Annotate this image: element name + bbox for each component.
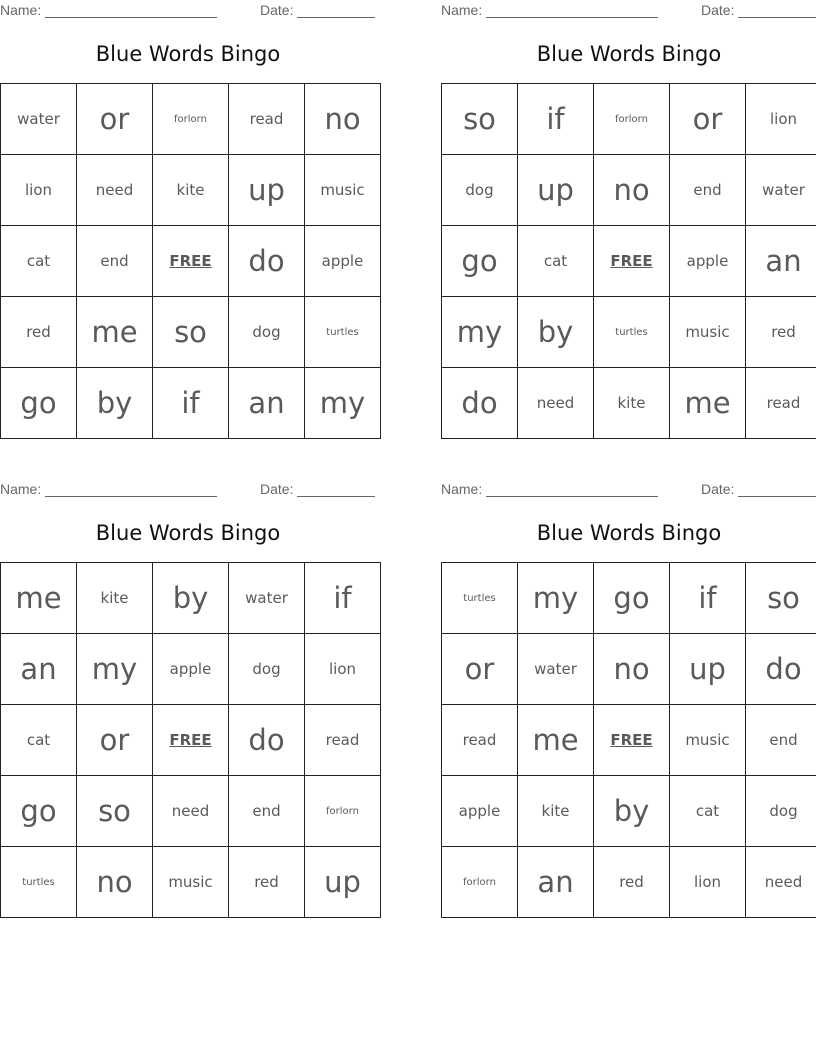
name-label: Name: (0, 2, 42, 18)
bingo-row (442, 368, 816, 439)
bingo-cell: an (1, 634, 77, 705)
bingo-cell: by (594, 776, 670, 847)
bingo-cell: no (77, 847, 153, 918)
date-blank-line (738, 482, 816, 497)
name-blank-line (486, 3, 658, 18)
bingo-cell: lion (1, 155, 77, 226)
card-header (0, 479, 376, 499)
free-space: FREE (153, 705, 229, 776)
date-field (701, 2, 816, 18)
free-space: FREE (594, 705, 670, 776)
bingo-cell: lion (305, 634, 381, 705)
bingo-cell: an (229, 368, 305, 439)
bingo-card-4 (441, 479, 816, 919)
bingo-row (1, 776, 381, 847)
bingo-cell: up (670, 634, 746, 705)
name-field (0, 481, 217, 497)
bingo-row (442, 847, 816, 918)
bingo-card-3 (0, 479, 376, 919)
bingo-cell: by (518, 297, 594, 368)
bingo-cell: forlorn (153, 84, 229, 155)
bingo-cell: go (1, 776, 77, 847)
date-field (701, 481, 816, 497)
bingo-cell: red (746, 297, 816, 368)
name-field (441, 2, 658, 18)
bingo-cell: apple (442, 776, 518, 847)
bingo-cell: no (594, 155, 670, 226)
bingo-cell: kite (594, 368, 670, 439)
bingo-cell: my (442, 297, 518, 368)
bingo-cell: kite (153, 155, 229, 226)
bingo-cell: do (229, 226, 305, 297)
bingo-cell: no (305, 84, 381, 155)
bingo-cell: dog (746, 776, 816, 847)
card-header (441, 479, 816, 499)
bingo-cell: by (77, 368, 153, 439)
bingo-row (1, 705, 381, 776)
bingo-cell: an (746, 226, 816, 297)
bingo-cell: water (518, 634, 594, 705)
bingo-cell: music (305, 155, 381, 226)
date-label: Date: (260, 2, 294, 18)
bingo-cell: if (153, 368, 229, 439)
bingo-cell: kite (518, 776, 594, 847)
bingo-cell: cat (1, 226, 77, 297)
bingo-cell: so (77, 776, 153, 847)
bingo-cell: dog (229, 634, 305, 705)
bingo-cell: or (77, 705, 153, 776)
bingo-row (442, 705, 816, 776)
bingo-cell: an (518, 847, 594, 918)
bingo-cell: me (1, 563, 77, 634)
bingo-row (1, 563, 381, 634)
card-header (0, 0, 376, 20)
date-field (260, 481, 375, 497)
bingo-cell: read (442, 705, 518, 776)
bingo-cell: read (305, 705, 381, 776)
date-blank-line (297, 482, 375, 497)
bingo-row (442, 297, 816, 368)
bingo-cell: read (746, 368, 816, 439)
bingo-cell: do (442, 368, 518, 439)
bingo-cell: cat (518, 226, 594, 297)
bingo-cell: turtles (594, 297, 670, 368)
bingo-row (442, 155, 816, 226)
free-space: FREE (153, 226, 229, 297)
bingo-cell: up (305, 847, 381, 918)
bingo-cell: music (153, 847, 229, 918)
bingo-cell: lion (746, 84, 816, 155)
bingo-cell: or (670, 84, 746, 155)
free-space: FREE (594, 226, 670, 297)
date-field (260, 2, 375, 18)
bingo-cell: apple (153, 634, 229, 705)
bingo-cell: forlorn (594, 84, 670, 155)
card-title: Blue Words Bingo (95, 42, 281, 66)
card-title: Blue Words Bingo (536, 521, 722, 545)
bingo-cell: need (746, 847, 816, 918)
bingo-cell: dog (442, 155, 518, 226)
bingo-cell: so (153, 297, 229, 368)
bingo-cell: up (518, 155, 594, 226)
bingo-cell: cat (670, 776, 746, 847)
bingo-cell: or (442, 634, 518, 705)
bingo-cell: go (442, 226, 518, 297)
bingo-cell: turtles (305, 297, 381, 368)
bingo-cell: turtles (1, 847, 77, 918)
bingo-cell: no (594, 634, 670, 705)
bingo-row (442, 84, 816, 155)
bingo-row (1, 297, 381, 368)
bingo-row (442, 563, 816, 634)
date-blank-line (297, 3, 375, 18)
bingo-grid (0, 562, 381, 918)
bingo-cell: water (229, 563, 305, 634)
date-label: Date: (701, 2, 735, 18)
bingo-cell: if (305, 563, 381, 634)
bingo-cell: need (153, 776, 229, 847)
bingo-cell: by (153, 563, 229, 634)
bingo-row (442, 226, 816, 297)
date-label: Date: (260, 481, 294, 497)
name-label: Name: (0, 481, 42, 497)
name-label: Name: (441, 2, 483, 18)
bingo-cell: so (442, 84, 518, 155)
name-blank-line (45, 3, 217, 18)
bingo-row (1, 634, 381, 705)
bingo-cell: or (77, 84, 153, 155)
bingo-cell: apple (670, 226, 746, 297)
bingo-grid (0, 83, 381, 439)
bingo-cell: do (746, 634, 816, 705)
bingo-row (442, 776, 816, 847)
bingo-cell: music (670, 705, 746, 776)
name-blank-line (486, 482, 658, 497)
bingo-cell: if (670, 563, 746, 634)
card-title: Blue Words Bingo (536, 42, 722, 66)
bingo-cell: turtles (442, 563, 518, 634)
name-blank-line (45, 482, 217, 497)
bingo-card-1 (0, 0, 376, 440)
bingo-cell: red (1, 297, 77, 368)
bingo-cell: go (594, 563, 670, 634)
bingo-cell: dog (229, 297, 305, 368)
bingo-cell: my (77, 634, 153, 705)
bingo-row (1, 847, 381, 918)
bingo-cell: end (77, 226, 153, 297)
bingo-cell: water (1, 84, 77, 155)
bingo-row (1, 368, 381, 439)
bingo-cell: red (229, 847, 305, 918)
bingo-cell: so (746, 563, 816, 634)
bingo-cell: up (229, 155, 305, 226)
bingo-cell: forlorn (442, 847, 518, 918)
bingo-card-2 (441, 0, 816, 440)
bingo-cell: lion (670, 847, 746, 918)
card-header (441, 0, 816, 20)
bingo-cell: music (670, 297, 746, 368)
bingo-cell: need (518, 368, 594, 439)
bingo-cell: read (229, 84, 305, 155)
bingo-row (442, 634, 816, 705)
bingo-row (1, 226, 381, 297)
date-label: Date: (701, 481, 735, 497)
bingo-cell: do (229, 705, 305, 776)
bingo-cell: my (518, 563, 594, 634)
bingo-cell: me (77, 297, 153, 368)
bingo-cell: water (746, 155, 816, 226)
bingo-cell: me (518, 705, 594, 776)
name-label: Name: (441, 481, 483, 497)
bingo-cell: if (518, 84, 594, 155)
bingo-cell: go (1, 368, 77, 439)
bingo-row (1, 84, 381, 155)
bingo-grid (441, 83, 816, 439)
bingo-cell: apple (305, 226, 381, 297)
name-field (0, 2, 217, 18)
bingo-cell: cat (1, 705, 77, 776)
bingo-cell: red (594, 847, 670, 918)
bingo-cell: me (670, 368, 746, 439)
bingo-cell: kite (77, 563, 153, 634)
bingo-cell: end (229, 776, 305, 847)
bingo-cell: my (305, 368, 381, 439)
bingo-cell: forlorn (305, 776, 381, 847)
bingo-cell: need (77, 155, 153, 226)
name-field (441, 481, 658, 497)
bingo-row (1, 155, 381, 226)
bingo-cell: end (746, 705, 816, 776)
bingo-cell: end (670, 155, 746, 226)
date-blank-line (738, 3, 816, 18)
card-title: Blue Words Bingo (95, 521, 281, 545)
bingo-grid (441, 562, 816, 918)
